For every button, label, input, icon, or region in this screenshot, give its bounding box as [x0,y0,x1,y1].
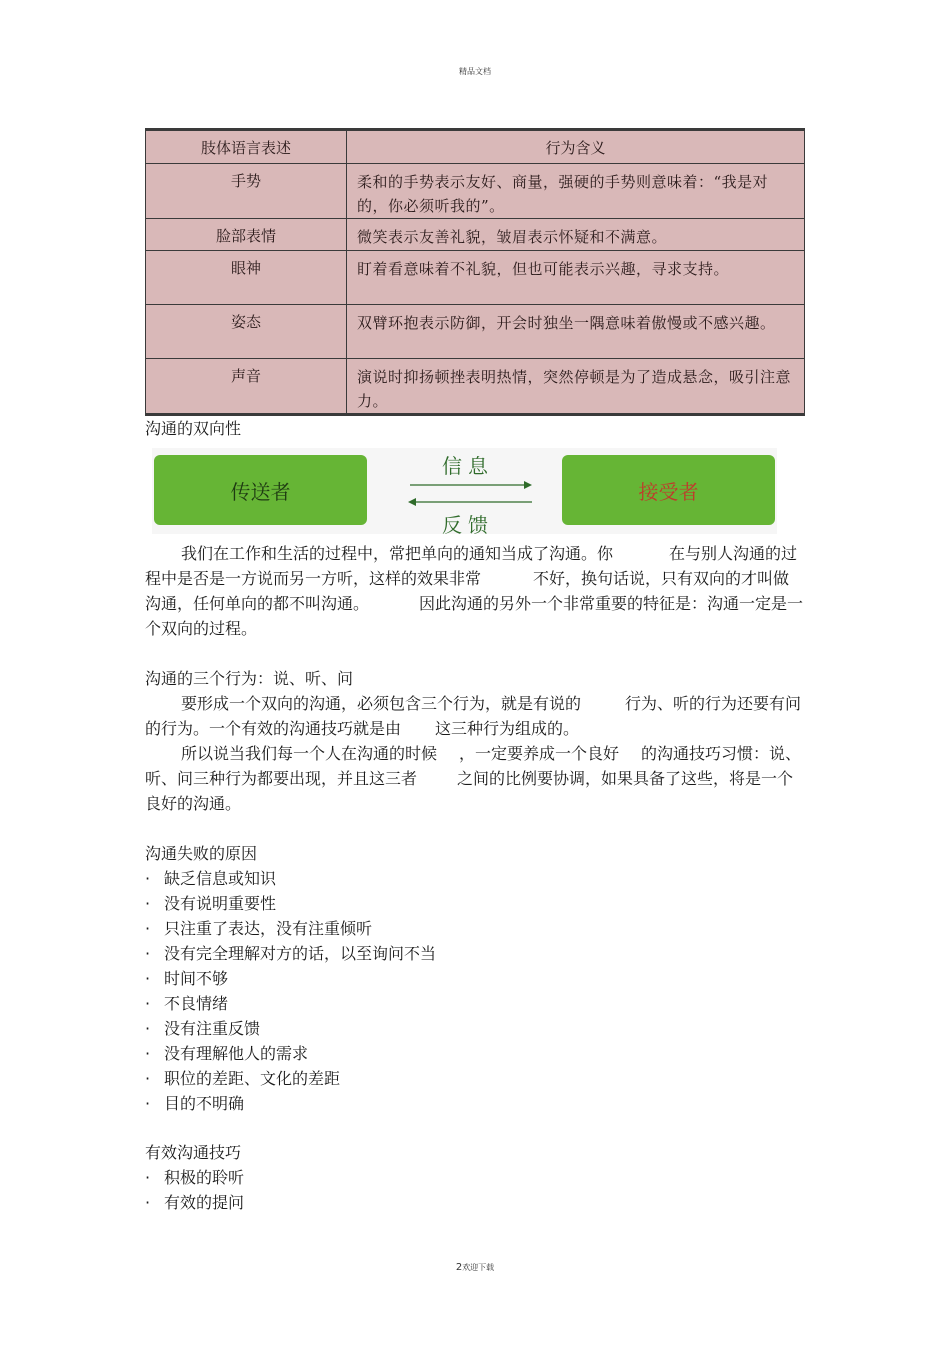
section-effective-skills [145,1140,805,1215]
section-heading: 有效沟通技巧 [145,1143,242,1162]
bullet-icon: · [145,994,151,1013]
bullet-icon: · [145,969,151,988]
text-run: ，一定要养成一个良好 [459,744,620,763]
table-cell-expression: 眼神 [146,251,347,305]
page-footer [0,1262,950,1273]
table-header-cell: 肢体语言表述 [146,130,347,164]
text-run: 不好，换句话说，只有双向的才叫做沟通，任何单向的都不叫沟通。 [145,569,790,613]
section-heading: 沟通的双向性 [145,419,242,438]
list-item-text: 没有注重反馈 [164,1019,261,1038]
list-item-text: 没有完全理解对方的话，以至询问不当 [164,944,437,963]
section-three-behaviors [145,666,805,816]
list-item-text: 缺乏信息或知识 [164,869,277,888]
bullet-icon: · [145,944,151,963]
footer-text: 欢迎下载 [462,1263,495,1272]
section-heading: 沟通的三个行为：说、听、问 [145,669,354,688]
list-item-text: 没有理解他人的需求 [164,1044,309,1063]
list-item [145,966,805,991]
bullet-icon: · [145,1168,151,1187]
list-item [145,1066,805,1091]
bullet-icon: · [145,1069,151,1088]
section-two-way-title [145,416,805,441]
table-cell-expression: 手势 [146,164,347,219]
info-label: 信息 [442,454,494,478]
table-row [146,359,805,415]
text-run: 这三种行为组成的。 [435,719,580,738]
table-cell-meaning: 演说时抑扬顿挫表明热情，突然停顿是为了造成悬念，吸引注意力。 [347,359,805,415]
table-cell-expression: 脸部表情 [146,219,347,251]
section-two-way-body [145,541,805,641]
bullet-icon: · [145,1019,151,1038]
right-arrow-icon [410,481,532,489]
table-cell-meaning: 柔和的手势表示友好、商量，强硬的手势则意味着：“我是对的，你必须听我的”。 [347,164,805,219]
table-cell-meaning: 微笑表示友善礼貌，皱眉表示怀疑和不满意。 [347,219,805,251]
list-item [145,991,805,1016]
list-item [145,891,805,916]
text-run: 我们在工作和生活的过程中，常把单向的通知当成了沟通。你 [181,544,614,563]
bullet-icon: · [145,1193,151,1212]
bullet-icon: · [145,894,151,913]
list-item [145,1190,805,1215]
page-header: 精品文档 [459,67,491,76]
list-item [145,1165,805,1190]
list-item-text: 没有说明重要性 [164,894,277,913]
section-heading: 沟通失败的原因 [145,844,258,863]
list-item-text: 职位的差距、文化的差距 [164,1069,341,1088]
list-item [145,1016,805,1041]
list-item [145,1091,805,1116]
table-header-row [146,130,805,164]
list-item-text: 只注重了表达，没有注重倾听 [164,919,373,938]
table-cell-expression: 姿态 [146,305,347,359]
text-run: 的沟通技巧习惯：说、听、问三种行为都要出现，并且这三者 [145,744,802,788]
receiver-box: 接受者 [562,455,775,525]
text-run: 行为、听的行为还要有问的行为。一个有效的沟通技巧就是由 [145,694,802,738]
two-way-communication-diagram [152,448,777,537]
table-cell-meaning: 双臂环抱表示防御，开会时独坐一隅意味着傲慢或不感兴趣。 [347,305,805,359]
text-run: 在与别人沟通的过程中是否是一方说而另一方听，这样的效果非常 [145,544,798,588]
list-item-text: 有效的提问 [164,1193,245,1212]
direction-arrows [152,448,777,534]
text-run: 要形成一个双向的沟通，必须包含三个行为，就是有说的 [181,694,582,713]
feedback-label: 反馈 [442,513,494,537]
text-run: 之间的比例要协调，如果具备了这些，将是一个良好的沟通。 [145,769,794,813]
text-run: 所以说当我们每一个人在沟通的时候 [181,744,438,763]
page-number: 2 [455,1262,463,1273]
sender-box: 传送者 [154,455,367,525]
bullet-icon: · [145,869,151,888]
table-row [146,251,805,305]
bullet-icon: · [145,1094,151,1113]
table-cell-expression: 声音 [146,359,347,415]
list-item-text: 积极的聆听 [164,1168,245,1187]
bullet-icon: · [145,919,151,938]
table-row [146,219,805,251]
body-language-table [145,128,805,416]
list-item [145,866,805,891]
table-row [146,164,805,219]
paragraph [145,541,805,641]
list-item [145,916,805,941]
list-item-text: 不良情绪 [164,994,229,1013]
left-arrow-icon [408,498,532,506]
bullet-icon: · [145,1044,151,1063]
table-cell-meaning: 盯着看意味着不礼貌，但也可能表示兴趣，寻求支持。 [347,251,805,305]
table-header-cell: 行为含义 [347,130,805,164]
section-failure-reasons [145,841,805,1116]
list-item [145,1041,805,1066]
paragraph [145,741,805,816]
list-item-text: 时间不够 [164,969,229,988]
list-item [145,941,805,966]
table-row [146,305,805,359]
list-item-text: 目的不明确 [164,1094,245,1113]
paragraph [145,691,805,741]
text-run: 因此沟通的另外一个非常重要的特征是：沟通一定是一个双向的过程。 [145,594,804,638]
